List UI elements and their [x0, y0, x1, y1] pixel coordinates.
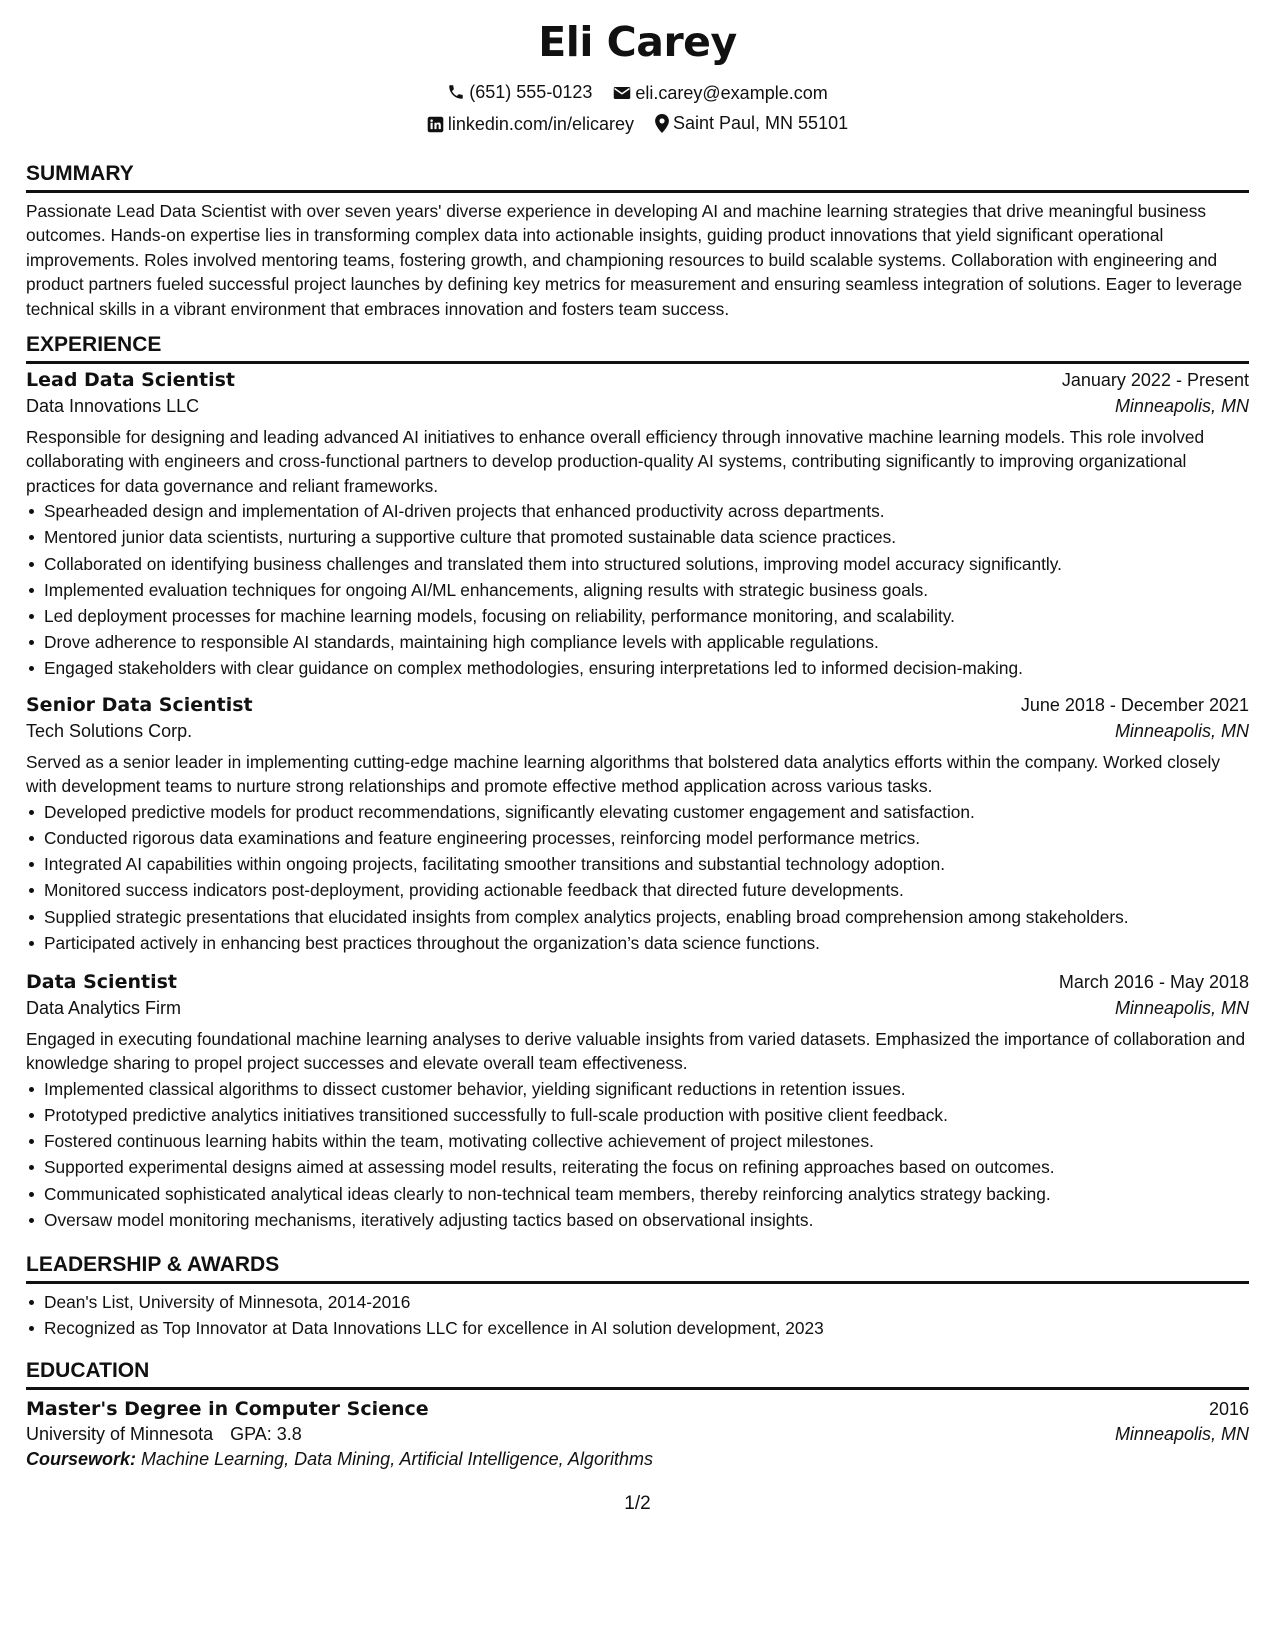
job-entry [26, 694, 1249, 956]
job-bullets [26, 1076, 1249, 1233]
job-description: Responsible for designing and leading advanced AI initiatives to enhance overall efficiency through innovative machine learning models. This role involved collaborating with engineers and cross-functional partners to develop production-quality AI systems, contributing significantly to improving organizational practices for data governance and reliant frameworks. [26, 427, 1205, 496]
section-divider [26, 1387, 1249, 1390]
phone-contact [447, 80, 592, 104]
graduation-year: 2016 [1208, 1399, 1249, 1419]
job-bullets [26, 799, 1249, 956]
phone-text: (651) 555-0123 [469, 82, 593, 102]
location-contact [655, 111, 848, 135]
list-item: Collaborated on identifying business challenges and translated them into structured solutions, improving model accuracy significantly. [44, 551, 1249, 577]
list-item: Prototyped predictive analytics initiatives transitioned successfully to full-scale production with positive client feedback. [44, 1102, 1249, 1128]
list-item: Monitored success indicators post-deployment, providing actionable feedback that directed future developments. [44, 877, 1249, 903]
school-line [26, 1424, 302, 1445]
experience-section [26, 332, 1249, 364]
list-item: Integrated AI capabilities within ongoing projects, facilitating smoother transitions and substantial technology adoption. [44, 851, 1249, 877]
education-section [26, 1358, 1249, 1470]
list-item: Drove adherence to responsible AI standards, maintaining high compliance levels with applicable regulations. [44, 629, 1249, 655]
job-entry [26, 971, 1249, 1233]
map-pin-icon [655, 114, 669, 133]
job-description: Engaged in executing foundational machine learning analyses to derive valuable insights from varied datasets. Emphasized the importance of collaboration and knowledge sharing to propel project successes and elevate overall team effectiveness. [26, 1029, 1246, 1074]
location-text: Saint Paul, MN 55101 [673, 113, 849, 133]
list-item: Fostered continuous learning habits within the team, motivating collective achievement of project milestones. [44, 1128, 1249, 1154]
gpa: GPA: 3.8 [230, 1424, 302, 1444]
section-title: EXPERIENCE [26, 333, 162, 356]
list-item: Led deployment processes for machine learning models, focusing on reliability, performance monitoring, and scalability. [44, 603, 1249, 629]
coursework-label: Coursework: [26, 1449, 137, 1469]
list-item: Mentored junior data scientists, nurturing a supportive culture that promoted sustainable data science practices. [44, 524, 1249, 550]
education-header [26, 1398, 1249, 1420]
list-item: Engaged stakeholders with clear guidance on complex methodologies, ensuring interpretations led to informed decision-making. [44, 655, 1249, 681]
email-contact[interactable] [613, 81, 827, 105]
job-dates: January 2022 - Present [1061, 370, 1249, 390]
list-item: Supported experimental designs aimed at assessing model results, reiterating the focus on refining approaches based on outcomes. [44, 1154, 1249, 1180]
summary-section [26, 161, 1249, 321]
list-item: Oversaw model monitoring mechanisms, iteratively adjusting tactics based on observational insights. [44, 1207, 1249, 1233]
phone-icon [447, 83, 465, 101]
list-item: Supplied strategic presentations that elucidated insights from complex analytics projects, enabling broad comprehension among stakeholders. [44, 904, 1249, 930]
email-text[interactable]: eli.carey@example.com [635, 83, 828, 103]
section-title: SUMMARY [26, 162, 134, 185]
list-item: Communicated sophisticated analytical ideas clearly to non-technical team members, thereby reinforcing analytics strategy backing. [44, 1181, 1249, 1207]
job-location: Minneapolis, MN [1114, 998, 1249, 1018]
summary-text: Passionate Lead Data Scientist with over seven years' diverse experience in developing AI and machine learning strategies that drive meaningful business outcomes. Hands-on expertise lies in transforming complex data into actionable insights, guiding product innovations that yield significant operational improvements. Roles involved mentoring teams, fostering growth, and championing resources to build scalable systems. Collaboration with engineering and product partners fueled successful project launches by defining key metrics for measurement and ensuring seamless integration of solutions. Eager to leverage technical skills in a vibrant environment that embraces innovation and fosters team success. [26, 201, 1243, 319]
job-dates: June 2018 - December 2021 [1020, 695, 1249, 715]
list-item: Conducted rigorous data examinations and feature engineering processes, reinforcing model performance metrics. [44, 825, 1249, 851]
awards-list [26, 1289, 1249, 1341]
contact-line-1 [26, 80, 1249, 107]
page-number: 1/2 [624, 1493, 651, 1514]
section-title: LEADERSHIP & AWARDS [26, 1253, 280, 1276]
job-company: Data Innovations LLC [26, 396, 200, 416]
list-item: Participated actively in enhancing best practices throughout the organization’s data science functions. [44, 930, 1249, 956]
envelope-icon [613, 85, 631, 101]
list-item: Recognized as Top Innovator at Data Innovations LLC for excellence in AI solution development, 2023 [44, 1315, 1249, 1341]
candidate-name: Eli Carey [538, 18, 737, 66]
awards-section [26, 1252, 1249, 1341]
degree-title: Master's Degree in Computer Science [26, 1398, 429, 1420]
job-title: Data Scientist [26, 971, 177, 993]
job-dates: March 2016 - May 2018 [1058, 972, 1249, 992]
job-company: Tech Solutions Corp. [26, 721, 193, 741]
contact-line-2 [26, 111, 1249, 139]
job-entry [26, 369, 1249, 682]
section-divider [26, 361, 1249, 364]
school-location: Minneapolis, MN [1114, 1424, 1249, 1444]
job-title: Senior Data Scientist [26, 694, 253, 716]
job-location: Minneapolis, MN [1114, 396, 1249, 416]
linkedin-icon [427, 116, 444, 133]
job-company: Data Analytics Firm [26, 998, 182, 1018]
coursework-list: Machine Learning, Data Mining, Artificial Intelligence, Algorithms [141, 1449, 653, 1469]
list-item: Implemented classical algorithms to dissect customer behavior, yielding significant reductions in retention issues. [44, 1076, 1249, 1102]
linkedin-text[interactable]: linkedin.com/in/elicarey [447, 114, 634, 134]
section-divider [26, 1281, 1249, 1284]
job-title: Lead Data Scientist [26, 369, 235, 391]
job-bullets [26, 498, 1249, 681]
list-item: Spearheaded design and implementation of AI-driven projects that enhanced productivity across departments. [44, 498, 1249, 524]
section-title: EDUCATION [26, 1359, 150, 1382]
linkedin-contact[interactable] [427, 112, 634, 136]
list-item: Dean's List, University of Minnesota, 2014-2016 [44, 1289, 1249, 1315]
list-item: Implemented evaluation techniques for ongoing AI/ML enhancements, aligning results with strategic business goals. [44, 577, 1249, 603]
job-subheader [26, 721, 1249, 742]
section-divider [26, 190, 1249, 193]
job-description: Served as a senior leader in implementing cutting-edge machine learning algorithms that bolstered data analytics efforts within the company. Worked closely with development teams to nurture strong relationships and promote effective method application across various tasks. [26, 752, 1221, 797]
job-header [26, 369, 1249, 391]
job-subheader [26, 396, 1249, 417]
job-subheader [26, 998, 1249, 1019]
education-subheader [26, 1424, 1249, 1445]
list-item: Developed predictive models for product recommendations, significantly elevating customer engagement and satisfaction. [44, 799, 1249, 825]
coursework [26, 1449, 1249, 1470]
school-name: University of Minnesota [26, 1424, 214, 1444]
resume-page [26, 0, 1249, 1650]
job-header [26, 971, 1249, 993]
job-location: Minneapolis, MN [1114, 721, 1249, 741]
job-header [26, 694, 1249, 716]
